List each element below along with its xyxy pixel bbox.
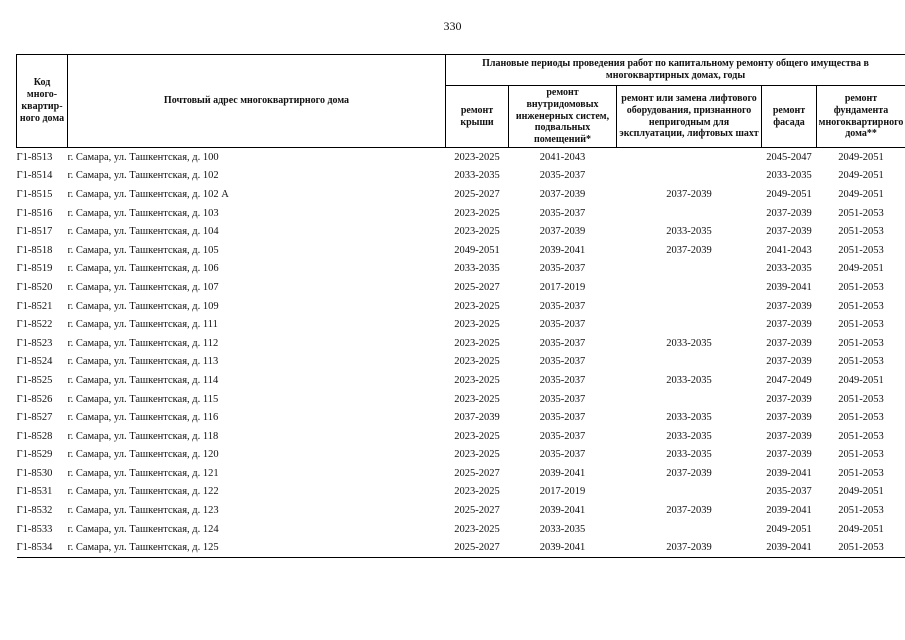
code-cell: Г1-8522 xyxy=(16,319,53,331)
roof-cell: 2023-2025 xyxy=(454,337,500,349)
code-cell: Г1-8513 xyxy=(16,151,53,163)
foundation-cell: 2051-2053 xyxy=(838,412,884,424)
page-number: 330 xyxy=(443,19,462,33)
address-cell: г. Самара, ул. Ташкентская, д. 103 xyxy=(67,207,219,219)
roof-cell: 2049-2051 xyxy=(454,244,500,256)
roof-cell: 2023-2025 xyxy=(454,523,500,535)
address-cell: г. Самара, ул. Ташкентская, д. 121 xyxy=(67,467,219,479)
systems-cell: 2039-2041 xyxy=(509,538,617,557)
systems-cell: 2041-2043 xyxy=(539,151,586,163)
roof-cell: 2033-2035 xyxy=(454,263,500,275)
code-cell: Г1-8524 xyxy=(16,356,53,368)
roof-cell: 2023-2025 xyxy=(454,207,500,219)
elevator-cell xyxy=(617,520,762,539)
code-cell: Г1-8519 xyxy=(16,263,53,275)
address-cell: г. Самара, ул. Ташкентская, д. 122 xyxy=(67,486,219,498)
table-row xyxy=(17,353,905,372)
elevator-cell: 2033-2035 xyxy=(666,337,712,349)
address-cell: г. Самара, ул. Ташкентская, д. 114 xyxy=(67,374,219,386)
table-row xyxy=(17,520,905,539)
systems-cell: 2035-2037 xyxy=(539,300,586,312)
table-row xyxy=(17,241,905,260)
code-cell: Г1-8525 xyxy=(16,374,53,386)
roof-cell: 2023-2025 xyxy=(454,374,500,386)
address-cell: г. Самара, ул. Ташкентская, д. 111 xyxy=(67,319,218,331)
address-cell: г. Самара, ул. Ташкентская, д. 107 xyxy=(67,281,219,293)
elevator-cell xyxy=(617,353,762,372)
systems-cell: 2035-2037 xyxy=(539,207,586,219)
elevator-cell xyxy=(617,278,762,297)
systems-cell: 2037-2039 xyxy=(539,226,586,238)
facade-cell: 2041-2043 xyxy=(766,244,812,256)
foundation-cell: 2051-2053 xyxy=(838,337,884,349)
code-cell: Г1-8527 xyxy=(16,412,53,424)
table-row xyxy=(17,297,905,316)
facade-cell: 2045-2047 xyxy=(766,151,812,163)
table-row xyxy=(17,315,905,334)
systems-cell: 2035-2037 xyxy=(539,263,586,275)
facade-cell: 2033-2035 xyxy=(766,263,812,275)
foundation-cell: 2049-2051 xyxy=(838,374,884,386)
foundation-cell: 2051-2053 xyxy=(838,226,884,238)
table-body xyxy=(17,148,905,558)
header-systems: ремонт внутридомовых инженерных систем, подвальных помещений* xyxy=(509,86,617,148)
roof-cell: 2025-2027 xyxy=(454,467,500,479)
address-cell: г. Самара, ул. Ташкентская, д. 123 xyxy=(67,505,219,517)
foundation-cell: 2051-2053 xyxy=(838,467,884,479)
facade-cell: 2037-2039 xyxy=(766,337,812,349)
facade-cell: 2033-2035 xyxy=(766,170,812,182)
header-foundation: ремонт фундамента многоквартирного дома** xyxy=(817,86,905,148)
table-row xyxy=(17,260,905,279)
facade-cell: 2037-2039 xyxy=(766,226,812,238)
systems-cell: 2035-2037 xyxy=(539,449,586,461)
address-cell: г. Самара, ул. Ташкентская, д. 102 xyxy=(67,170,219,182)
address-cell: г. Самара, ул. Ташкентская, д. 112 xyxy=(67,337,219,349)
foundation-cell: 2051-2053 xyxy=(838,281,884,293)
address-cell: г. Самара, ул. Ташкентская, д. 100 xyxy=(67,151,219,163)
code-cell: Г1-8532 xyxy=(16,505,53,517)
table-row xyxy=(17,167,905,186)
facade-cell: 2037-2039 xyxy=(766,449,812,461)
systems-cell: 2017-2019 xyxy=(539,486,586,498)
roof-cell: 2033-2035 xyxy=(454,170,500,182)
roof-cell: 2023-2025 xyxy=(454,486,500,498)
code-cell: Г1-8514 xyxy=(16,170,53,182)
systems-cell: 2035-2037 xyxy=(539,412,586,424)
systems-cell: 2035-2037 xyxy=(539,337,586,349)
elevator-cell xyxy=(617,297,762,316)
foundation-cell: 2051-2053 xyxy=(838,207,884,219)
code-cell: Г1-8516 xyxy=(16,207,53,219)
roof-cell: 2023-2025 xyxy=(454,393,500,405)
elevator-cell: 2033-2035 xyxy=(666,430,712,442)
foundation-cell: 2051-2053 xyxy=(838,244,884,256)
elevator-cell: 2037-2039 xyxy=(666,467,712,479)
facade-cell: 2037-2039 xyxy=(766,356,812,368)
elevator-cell xyxy=(617,167,762,186)
address-cell: г. Самара, ул. Ташкентская, д. 102 А xyxy=(67,188,229,200)
address-cell: г. Самара, ул. Ташкентская, д. 113 xyxy=(67,356,219,368)
table-header xyxy=(17,55,905,148)
table-row xyxy=(17,446,905,465)
systems-cell: 2033-2035 xyxy=(539,523,586,535)
facade-cell: 2037-2039 xyxy=(766,430,812,442)
foundation-cell: 2051-2053 xyxy=(817,538,905,557)
header-facade: ремонт фасада xyxy=(762,86,817,148)
code-cell: Г1-8530 xyxy=(16,467,53,479)
capital-repair-table xyxy=(16,54,905,558)
table-row xyxy=(17,334,905,353)
address-cell: г. Самара, ул. Ташкентская, д. 124 xyxy=(67,523,219,535)
foundation-cell: 2051-2053 xyxy=(838,300,884,312)
header-address: Почтовый адрес многоквартирного дома xyxy=(68,55,446,148)
roof-cell: 2025-2027 xyxy=(454,281,500,293)
elevator-cell: 2033-2035 xyxy=(666,449,712,461)
foundation-cell: 2051-2053 xyxy=(838,319,884,331)
foundation-cell: 2051-2053 xyxy=(838,356,884,368)
elevator-cell: 2037-2039 xyxy=(617,538,762,557)
table-row xyxy=(17,222,905,241)
table-row xyxy=(17,148,905,167)
elevator-cell: 2037-2039 xyxy=(666,505,712,517)
code-cell: Г1-8526 xyxy=(16,393,53,405)
table-row xyxy=(17,427,905,446)
facade-cell: 2047-2049 xyxy=(766,374,812,386)
roof-cell: 2023-2025 xyxy=(454,226,500,238)
address-cell: г. Самара, ул. Ташкентская, д. 109 xyxy=(67,300,219,312)
facade-cell: 2037-2039 xyxy=(766,319,812,331)
elevator-cell xyxy=(617,204,762,223)
systems-cell: 2035-2037 xyxy=(539,393,586,405)
facade-cell: 2037-2039 xyxy=(766,300,812,312)
table-row xyxy=(17,464,905,483)
code-cell: Г1-8531 xyxy=(16,486,53,498)
roof-cell: 2023-2025 xyxy=(454,449,500,461)
table-row xyxy=(17,408,905,427)
foundation-cell: 2049-2051 xyxy=(838,170,884,182)
code-cell: Г1-8521 xyxy=(16,300,53,312)
elevator-cell xyxy=(617,260,762,279)
elevator-cell: 2037-2039 xyxy=(666,188,712,200)
roof-cell: 2023-2025 xyxy=(454,430,500,442)
systems-cell: 2035-2037 xyxy=(539,319,586,331)
table-row xyxy=(17,204,905,223)
address-cell: г. Самара, ул. Ташкентская, д. 116 xyxy=(67,412,219,424)
code-cell: Г1-8528 xyxy=(16,430,53,442)
elevator-cell xyxy=(617,315,762,334)
table-row xyxy=(17,278,905,297)
roof-cell: 2025-2027 xyxy=(446,538,509,557)
table-row xyxy=(17,390,905,409)
facade-cell: 2037-2039 xyxy=(766,412,812,424)
code-cell: Г1-8515 xyxy=(16,188,53,200)
facade-cell: 2039-2041 xyxy=(762,538,817,557)
systems-cell: 2017-2019 xyxy=(539,281,586,293)
elevator-cell: 2037-2039 xyxy=(666,244,712,256)
elevator-cell xyxy=(617,390,762,409)
foundation-cell: 2051-2053 xyxy=(838,505,884,517)
facade-cell: 2039-2041 xyxy=(766,505,812,517)
foundation-cell: 2049-2051 xyxy=(838,263,884,275)
header-code: Код много-квартир-ного дома xyxy=(17,55,68,148)
foundation-cell: 2051-2053 xyxy=(838,449,884,461)
address-cell: г. Самара, ул. Ташкентская, д. 120 xyxy=(67,449,219,461)
roof-cell: 2025-2027 xyxy=(454,505,500,517)
facade-cell: 2049-2051 xyxy=(766,188,812,200)
roof-cell: 2037-2039 xyxy=(454,412,500,424)
address-cell: г. Самара, ул. Ташкентская, д. 105 xyxy=(67,244,219,256)
elevator-cell: 2033-2035 xyxy=(666,374,712,386)
code-cell: Г1-8523 xyxy=(16,337,53,349)
facade-cell: 2037-2039 xyxy=(766,393,812,405)
elevator-cell xyxy=(617,148,762,167)
facade-cell: 2039-2041 xyxy=(766,467,812,479)
table-row xyxy=(17,501,905,520)
roof-cell: 2023-2025 xyxy=(454,300,500,312)
foundation-cell: 2051-2053 xyxy=(838,430,884,442)
systems-cell: 2039-2041 xyxy=(539,505,586,517)
code-cell: Г1-8518 xyxy=(16,244,53,256)
header-elevator: ремонт или замена лифтового оборудования, признанного непригодным для эксплуатации, лифтовых шахт xyxy=(617,86,762,148)
roof-cell: 2023-2025 xyxy=(454,356,500,368)
foundation-cell: 2051-2053 xyxy=(838,393,884,405)
foundation-cell: 2049-2051 xyxy=(838,151,884,163)
elevator-cell: 2033-2035 xyxy=(666,412,712,424)
address-cell: г. Самара, ул. Ташкентская, д. 115 xyxy=(67,393,219,405)
address-cell: г. Самара, ул. Ташкентская, д. 118 xyxy=(67,430,219,442)
header-group: Плановые периоды проведения работ по капитальному ремонту общего имущества в многоквартирных домах, годы xyxy=(446,55,905,86)
systems-cell: 2035-2037 xyxy=(539,374,586,386)
systems-cell: 2039-2041 xyxy=(539,467,586,479)
code-cell: Г1-8520 xyxy=(16,281,53,293)
facade-cell: 2039-2041 xyxy=(766,281,812,293)
foundation-cell: 2049-2051 xyxy=(838,523,884,535)
code-cell: Г1-8534 xyxy=(17,538,68,557)
elevator-cell: 2033-2035 xyxy=(666,226,712,238)
systems-cell: 2035-2037 xyxy=(539,430,586,442)
systems-cell: 2035-2037 xyxy=(539,170,586,182)
code-cell: Г1-8533 xyxy=(16,523,53,535)
systems-cell: 2035-2037 xyxy=(539,356,586,368)
facade-cell: 2037-2039 xyxy=(766,207,812,219)
table-row xyxy=(17,185,905,204)
address-cell: г. Самара, ул. Ташкентская, д. 104 xyxy=(67,226,219,238)
header-roof: ремонт крыши xyxy=(446,86,509,148)
address-cell: г. Самара, ул. Ташкентская, д. 125 xyxy=(68,538,446,557)
roof-cell: 2025-2027 xyxy=(454,188,500,200)
systems-cell: 2037-2039 xyxy=(539,188,586,200)
code-cell: Г1-8529 xyxy=(16,449,53,461)
table-row xyxy=(17,538,905,557)
roof-cell: 2023-2025 xyxy=(454,319,500,331)
address-cell: г. Самара, ул. Ташкентская, д. 106 xyxy=(67,263,219,275)
foundation-cell: 2049-2051 xyxy=(838,188,884,200)
roof-cell: 2023-2025 xyxy=(454,151,500,163)
systems-cell: 2039-2041 xyxy=(539,244,586,256)
table-row xyxy=(17,371,905,390)
foundation-cell: 2049-2051 xyxy=(838,486,884,498)
code-cell: Г1-8517 xyxy=(16,226,53,238)
table-row xyxy=(17,483,905,502)
facade-cell: 2049-2051 xyxy=(766,523,812,535)
elevator-cell xyxy=(617,483,762,502)
facade-cell: 2035-2037 xyxy=(766,486,812,498)
